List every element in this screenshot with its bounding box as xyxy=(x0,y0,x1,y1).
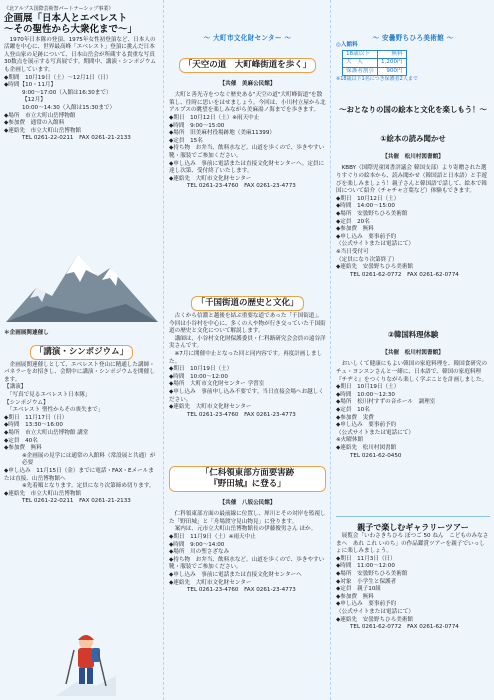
exhibit-tel: TEL 0261-22-0211 FAX 0261-21-2133 xyxy=(22,135,131,142)
trail-walk-capacity: ◆定員 15名 xyxy=(169,137,203,144)
gallery-tour-section xyxy=(336,522,490,632)
exhibit-time-dec: 10:00〜14:30（入館は15:30まで） xyxy=(22,104,116,111)
symposium-fee-note: ※企画展の見学には通常の入館料（常設展と共通）が必要 xyxy=(22,452,156,467)
picture-book-section xyxy=(336,126,490,279)
column-divider-left xyxy=(163,0,164,700)
section-divider xyxy=(336,516,490,517)
noda-castle-date: ◆期日 11月9日（土）※雨天中止 xyxy=(169,533,256,540)
chihiro-fee-note: ※18歳以下1名につき保護者2人まで xyxy=(336,76,418,83)
korean-cooking-tel: TEL 0261-62-0450 xyxy=(350,452,402,459)
noda-castle-title-line2: 『野田城』に登る」 xyxy=(209,479,286,489)
museum-exhibit-section xyxy=(4,6,159,143)
fee-label: 保護者割引 xyxy=(343,67,378,76)
noda-castle-organizer: 【共催 八坂公民館】 xyxy=(219,499,276,506)
symposium-tel: TEL 0261-22-0211 FAX 0261-21-2133 xyxy=(22,498,131,505)
noda-castle-apply: ◆申し込み 事前に電話または直接文化財センターへ xyxy=(169,571,302,578)
cultural-center-banner: 〜 大町市文化財センター 〜 xyxy=(203,34,292,42)
korean-cooking-organizer: 【共催 松川村図書館】 xyxy=(382,349,444,356)
column-cultural-center xyxy=(165,0,330,700)
symposium-time: ◆時間 13:30〜16:00 xyxy=(4,422,63,429)
picture-book-title: ①絵本の読み聞かせ xyxy=(380,134,446,144)
picture-book-organizer: 【共催 松川村図書館】 xyxy=(382,153,444,160)
symposium-description: 企画展関連催しとして、エベレスト登山に精通した講師・パネラーをお招きし、会期中に講演・シンポジウムを開催します。 xyxy=(4,361,155,383)
chihiro-fee-heading: ◎入館料 xyxy=(336,42,358,48)
noda-castle-time: ◆時間 9:00〜14:00 xyxy=(169,541,225,548)
noda-castle-contact: ◆連絡先 大町市文化財センター xyxy=(169,579,252,586)
korean-cooking-place: ◆場所 松川村すずの音ホール 調理室 xyxy=(336,399,436,406)
gallery-tour-place: ◆場所 安曇野ちひろ美術館 xyxy=(336,570,408,577)
symposium-apply-note: ※先着順となります。定員になり次第締め切ります。 xyxy=(22,483,155,490)
gallery-tour-fee: ◆参加費 無料 xyxy=(336,593,374,600)
noda-castle-title xyxy=(169,466,326,492)
chikuni-lecture-description: 古くから信濃と越後を結ぶ重要な道であった「千国街道」。今回は小谷村を中心に、多くの人や物が行き交っていた千国街道の歴史と文化について解説します。 講師は、小谷村文化財保護委員・仁科路研究会会員の遠谷洋実さんです。 ※7月に開催中止となった回と同内容です。再度計画しました。 xyxy=(169,313,326,365)
symposium-program: 【講演】 「写真で見るエベレスト日本隊」 【シンポジウム】 「エベレスト 聖性からその喪失まで」 xyxy=(4,384,104,414)
chihiro-fee-table xyxy=(342,50,407,77)
noda-castle-description: 仁科領東部方面の最前線に位置し、犀川とその対岸を監視した「野田城」と「舟場渡守見山物見」に登ります。 案内は、元市立大町山岳博物館長の伊藤俊男さん ほか。 xyxy=(169,511,326,533)
theme-title-wrap xyxy=(336,104,490,115)
trail-walk-organizer: 【共催 美麻公民館】 xyxy=(219,80,276,87)
exhibit-time-oct-nov: 9:00〜17:00（入館は16:30まで） xyxy=(22,89,112,96)
cultural-center-banner-wrap xyxy=(169,32,326,42)
picture-book-contact: ◆連絡先 安曇野ちひろ美術館 xyxy=(336,264,414,271)
trail-walk-place: ◆場所 旧美麻村役場跡地（美麻11399） xyxy=(169,130,276,137)
chikuni-lecture-date: ◆期日 10月19日（土） xyxy=(169,366,233,373)
column-chihiro-museum xyxy=(332,0,494,700)
picture-book-apply: ◆申し込み 要事前予約 （公式サイトまたは電話にて） ※当日受付可 （定員になり次第終了） xyxy=(336,233,414,263)
exhibit-place: ◆場所 市立大町山岳博物館 xyxy=(4,112,76,119)
everest-mountain-illustration xyxy=(6,240,158,322)
exhibit-title-line2: 〜その聖性から大衆化まで〜」 xyxy=(4,23,138,35)
partner-note: 《北アルプス国際芸術祭パートナーシップ事業》 xyxy=(4,6,114,12)
korean-cooking-contact: ◆連絡先 松川村図書館 xyxy=(336,444,397,451)
fee-value: 1,200円 xyxy=(377,59,406,68)
picture-book-capacity: ◆定員 20名 xyxy=(336,218,370,225)
trail-walk-contact: ◆連絡先 大町市文化財センター xyxy=(169,175,252,182)
fee-row xyxy=(343,59,407,68)
exhibit-fee: ◆参加費 通常の入館料 xyxy=(4,120,65,127)
picture-book-date: ◆期日 10月12日（土） xyxy=(336,195,400,202)
symposium-title: 「講演・シンポジウム」 xyxy=(30,345,133,360)
chihiro-header xyxy=(336,32,490,83)
picture-book-fee: ◆参加費 無料 xyxy=(336,226,374,233)
picture-book-time: ◆時間 14:00〜15:00 xyxy=(336,203,395,210)
chikuni-lecture-time: ◆時間 10:00〜12:00 xyxy=(169,373,228,380)
trail-walk-date: ◆期日 10月12日（土）※雨天中止 xyxy=(169,114,260,121)
chihiro-banner: 〜 安曇野ちひろ美術館 〜 xyxy=(372,34,454,42)
korean-cooking-time: ◆時間 10:00〜12:30 xyxy=(336,391,395,398)
fee-label: 18歳以下 xyxy=(343,50,378,59)
exhibit-title-line1: 企画展「日本人とエベレスト xyxy=(4,12,128,24)
korean-cooking-capacity: ◆定員 10名 xyxy=(336,406,370,413)
trail-walk-description: 大町と善光寺をつなぐ歴史ある"天空の道"大町峰街道"を散策し、往時に思いをはせましょう。今回は、小川村立屋から北アルプスの眺望を楽しみながら美麻湯ノ海までを歩きます。 xyxy=(169,92,326,114)
gallery-tour-apply: ◆申し込み 要事前予約 （公式サイトまたは電話にて） xyxy=(336,601,414,615)
symposium-apply: ◆申し込み 11月15日（金）までに電話・FAX・Eメールまたは直接、山岳博物館へ xyxy=(4,467,154,482)
gallery-tour-contact: ◆連絡先 安曇野ちひろ美術館 xyxy=(336,616,414,623)
chikuni-lecture-tel: TEL 0261-23-4760 FAX 0261-23-4773 xyxy=(187,411,296,418)
gallery-tour-title: 親子で楽しむギャラリーツアー xyxy=(357,523,469,532)
symposium-date: ◆期日 11月17日（日） xyxy=(4,414,68,421)
climber-illustration xyxy=(56,630,116,696)
gallery-tour-tel: TEL 0261-62-0772 FAX 0261-62-0774 xyxy=(350,624,459,631)
trail-walk-section xyxy=(169,52,326,191)
trail-walk-time: ◆時間 9:00〜15:00 xyxy=(169,122,225,129)
gallery-tour-capacity: ◆定員 親子10組 xyxy=(336,586,381,593)
trail-walk-apply: ◆申し込み 事前に電話または直接文化財センターへ。定員に達し次第、受付終了いたします。 xyxy=(169,160,325,175)
exhibit-description: 1970年日本隊の登頂、1975年女性初登頂など、日本人の活躍を中心に、世界最高峰「エベレスト」登頂に挑んだ日本人登山家の足跡について、日本山岳会が所蔵する貴重な写真30数点を展示する写真展です。期間中、講演・シンポジウムも企画しています。 xyxy=(4,36,156,73)
chikuni-lecture-section xyxy=(169,290,326,419)
korean-cooking-date: ◆期日 10月19日（土） xyxy=(336,384,400,391)
symposium-capacity: ◆定員 40名 xyxy=(4,437,38,444)
noda-castle-title-line1: 「仁科領東部方面要害跡 xyxy=(200,468,295,478)
chikuni-lecture-contact: ◆連絡先 大町市文化財センター xyxy=(169,404,252,411)
column-museum xyxy=(0,0,163,700)
symposium-contact: ◆連絡先 市立大町山岳博物館 xyxy=(4,490,82,497)
theme-title: 〜おとなりの国の絵本と文化を楽しもう！〜 xyxy=(339,105,487,114)
korean-cooking-description: おいしくて健康にもよい韓国の家庭料理を、韓国食研究のチェ・ヨンスンさんと一緒に、日本語で、韓国の家庭料理『チヂミ』をつくりながら楽しく学ぶことを計画しました。 xyxy=(336,361,488,383)
noda-castle-bring: ◆持ち物 お弁当、飲料水など。山道を歩くので、歩きやすい靴・服装でご参加ください。 xyxy=(169,556,325,571)
fee-label: 大 人 xyxy=(343,59,378,68)
fee-row xyxy=(343,50,407,59)
trail-walk-tel: TEL 0261-23-4760 FAX 0261-23-4773 xyxy=(187,183,296,190)
korean-cooking-section xyxy=(336,322,490,460)
exhibit-contact: ◆連絡先 市立大町山岳博物館 xyxy=(4,127,82,134)
chikuni-lecture-place: ◆場所 大町市文化財センター 学習室 xyxy=(169,381,265,388)
column-divider-right xyxy=(330,0,331,700)
fee-value: 無料 xyxy=(377,50,406,59)
fee-row xyxy=(343,67,407,76)
noda-castle-tel: TEL 0261-23-4760 FAX 0261-23-4773 xyxy=(187,587,296,594)
trail-walk-title: 「天空の道 大町峰街道を歩く」 xyxy=(179,58,317,73)
chikuni-lecture-title: 「千国街道の歴史と文化」 xyxy=(191,296,303,311)
gallery-tour-date: ◆期日 11月3日（日） xyxy=(336,555,396,562)
symposium-fee: ◆参加費 無料 xyxy=(4,445,42,452)
trail-walk-bring: ◆持ち物 お弁当、飲料水など。山道を歩くので、歩きやすい靴・服装でご参加ください。 xyxy=(169,145,325,159)
picture-book-place: ◆場所 安曇野ちひろ美術館 xyxy=(336,210,408,217)
linked-event-note: ＊企画展関連催し xyxy=(4,330,49,336)
picture-book-tel: TEL 0261-62-0772 FAX 0261-62-0774 xyxy=(350,271,459,278)
korean-cooking-fee: ◆参加費 実費 xyxy=(336,414,374,421)
gallery-tour-description: 展覧会「いわさきちひろ ぼつご 50 ねん こどものみなさまへ あれ これ いのち」の作品鑑賞ツアーを親子でいっしょに楽しみましょう。 xyxy=(336,533,489,555)
gallery-tour-time: ◆時間 11:00〜12:00 xyxy=(336,563,395,570)
gallery-tour-target: ◆対象 小学生と保護者 xyxy=(336,578,397,585)
noda-castle-section xyxy=(169,466,326,595)
chikuni-lecture-apply: ◆申し込み 事前申し込み不要です。当日直接会場へお越しください。 xyxy=(169,388,324,403)
exhibit-period: ◆期間 10月19日（土）〜12月1日（日） xyxy=(4,74,112,81)
fee-value: 900円 xyxy=(377,67,406,76)
symposium-section xyxy=(4,330,159,506)
symposium-place: ◆場所 市立大町山岳博物館 講堂 xyxy=(4,429,89,436)
korean-cooking-apply: ◆申し込み 要事前予約 （公式サイトまたは電話にて） ※火曜休館 xyxy=(336,422,414,444)
exhibit-time-label-dec: 【12月】 xyxy=(22,97,46,104)
picture-book-description: KBBY（国際児童図書評議会 韓国支部）より寄贈された選りすぐりの絵本から、読み聞かせ（韓国語と日本語）と手遊びを楽しみましょう！親子さんと韓国語で話して、絵本で韓国について紹介（チャチャ言葉など）体験もできます。 xyxy=(336,165,488,195)
exhibit-time-label: ◆時間【10・11月】 xyxy=(4,82,57,89)
noda-castle-place: ◆場所 川の聖さざなみ xyxy=(169,549,230,556)
korean-cooking-title: ②韓国料理体験 xyxy=(387,330,439,340)
